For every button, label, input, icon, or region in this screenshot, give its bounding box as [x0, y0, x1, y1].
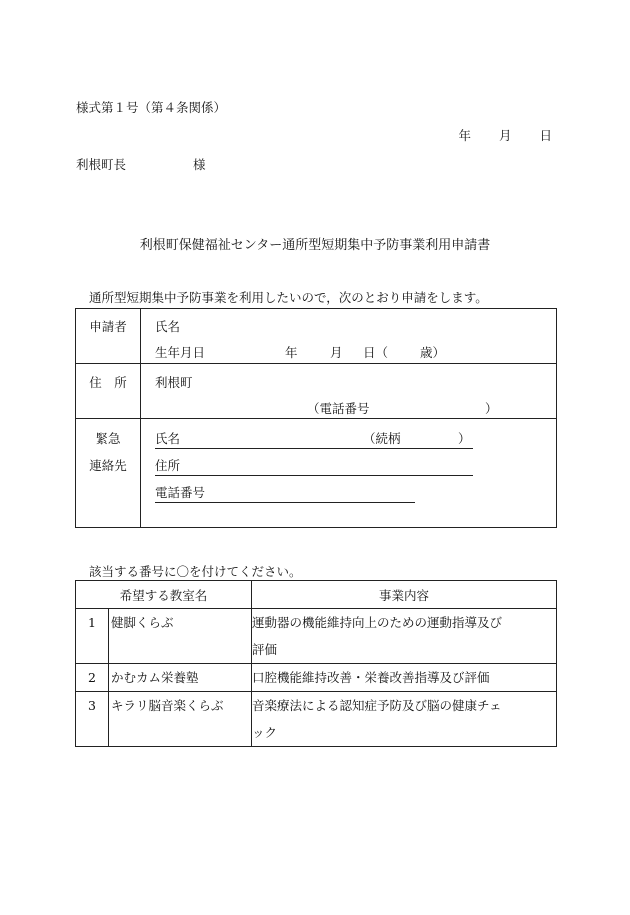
class-number: 1 — [88, 615, 96, 630]
intro-text: 通所型短期集中予防事業を利用したいので，次のとおり申請をします。 — [89, 290, 488, 305]
birth-date-label: 生年月日 — [155, 345, 206, 360]
address-town: 利根町 — [155, 375, 193, 390]
class-name: かむカム栄養塾 — [111, 670, 199, 685]
form-number: 様式第１号（第４条関係） — [76, 100, 227, 115]
applicant-content-cell[interactable] — [141, 309, 557, 364]
class-row-3[interactable] — [76, 692, 557, 747]
emergency-relation-label: （続柄 — [363, 431, 401, 446]
class-selection-table — [75, 580, 557, 747]
class-desc-cell — [252, 664, 557, 692]
date-day: 日 — [539, 128, 552, 143]
emergency-row — [76, 419, 557, 528]
class-desc-cell — [252, 609, 557, 664]
class-name-cell — [109, 609, 252, 664]
applicant-label-cell — [76, 309, 141, 364]
emergency-label-line1: 緊急 — [95, 431, 121, 446]
class-number-cell[interactable] — [76, 609, 109, 664]
emergency-name-label: 氏名 — [155, 431, 181, 446]
emergency-address-label: 住所 — [155, 458, 181, 473]
class-row-1[interactable] — [76, 609, 557, 664]
class-number: 2 — [88, 670, 96, 685]
selection-instruction: 該当する番号に〇を付けてください。 — [89, 564, 302, 579]
date-line — [458, 130, 552, 143]
emergency-address-line[interactable] — [155, 460, 473, 476]
address-label: 住 所 — [89, 375, 127, 390]
date-month: 月 — [498, 128, 512, 143]
date-year: 年 — [458, 128, 471, 143]
honorific: 様 — [193, 157, 206, 172]
address-content-cell[interactable] — [141, 364, 557, 419]
header-content-cell — [252, 581, 557, 609]
emergency-content-cell[interactable] — [141, 419, 557, 528]
address-phone-close: ） — [485, 401, 498, 416]
class-row-2[interactable] — [76, 664, 557, 692]
class-number-cell[interactable] — [76, 692, 109, 747]
class-number: 3 — [88, 698, 96, 713]
applicant-name-label: 氏名 — [155, 319, 181, 334]
address-phone-label: （電話番号 — [307, 401, 370, 416]
birth-day: 日（ — [363, 345, 389, 360]
class-name-cell — [109, 692, 252, 747]
header-content: 事業内容 — [378, 587, 429, 603]
class-desc-line1: 運動器の機能維持向上のための運動指導及び — [252, 615, 503, 630]
class-name: 健脚くらぶ — [111, 615, 174, 630]
birth-month: 月 — [330, 345, 343, 360]
class-desc-line2: 評価 — [252, 642, 278, 657]
class-name: キラリ脳音楽くらぶ — [111, 698, 224, 713]
age-suffix: 歳） — [420, 345, 446, 360]
class-desc-line2: ック — [252, 725, 278, 740]
emergency-label-line2: 連絡先 — [89, 458, 127, 473]
class-header-row — [76, 581, 557, 609]
header-class-name: 希望する教室名 — [119, 587, 208, 603]
header-class-cell — [76, 581, 252, 609]
emergency-name-line[interactable] — [155, 433, 473, 449]
address-row — [76, 364, 557, 419]
applicant-row — [76, 309, 557, 364]
emergency-relation-close: ） — [458, 431, 471, 446]
emergency-label-cell — [76, 419, 141, 528]
class-desc-line1: 口腔機能維持改善・栄養改善指導及び評価 — [252, 670, 490, 685]
class-desc-cell — [252, 692, 557, 747]
class-desc-line1: 音楽療法による認知症予防及び脳の健康チェ — [252, 698, 502, 713]
address-label-cell — [76, 364, 141, 419]
class-name-cell — [109, 664, 252, 692]
class-number-cell[interactable] — [76, 664, 109, 692]
document-title: 利根町保健福祉センター通所型短期集中予防事業利用申請書 — [139, 238, 491, 253]
application-table — [75, 308, 557, 528]
addressee: 利根町長 — [76, 157, 127, 172]
emergency-phone-label: 電話番号 — [155, 485, 206, 500]
applicant-label: 申請者 — [89, 319, 127, 334]
birth-year: 年 — [285, 345, 298, 360]
